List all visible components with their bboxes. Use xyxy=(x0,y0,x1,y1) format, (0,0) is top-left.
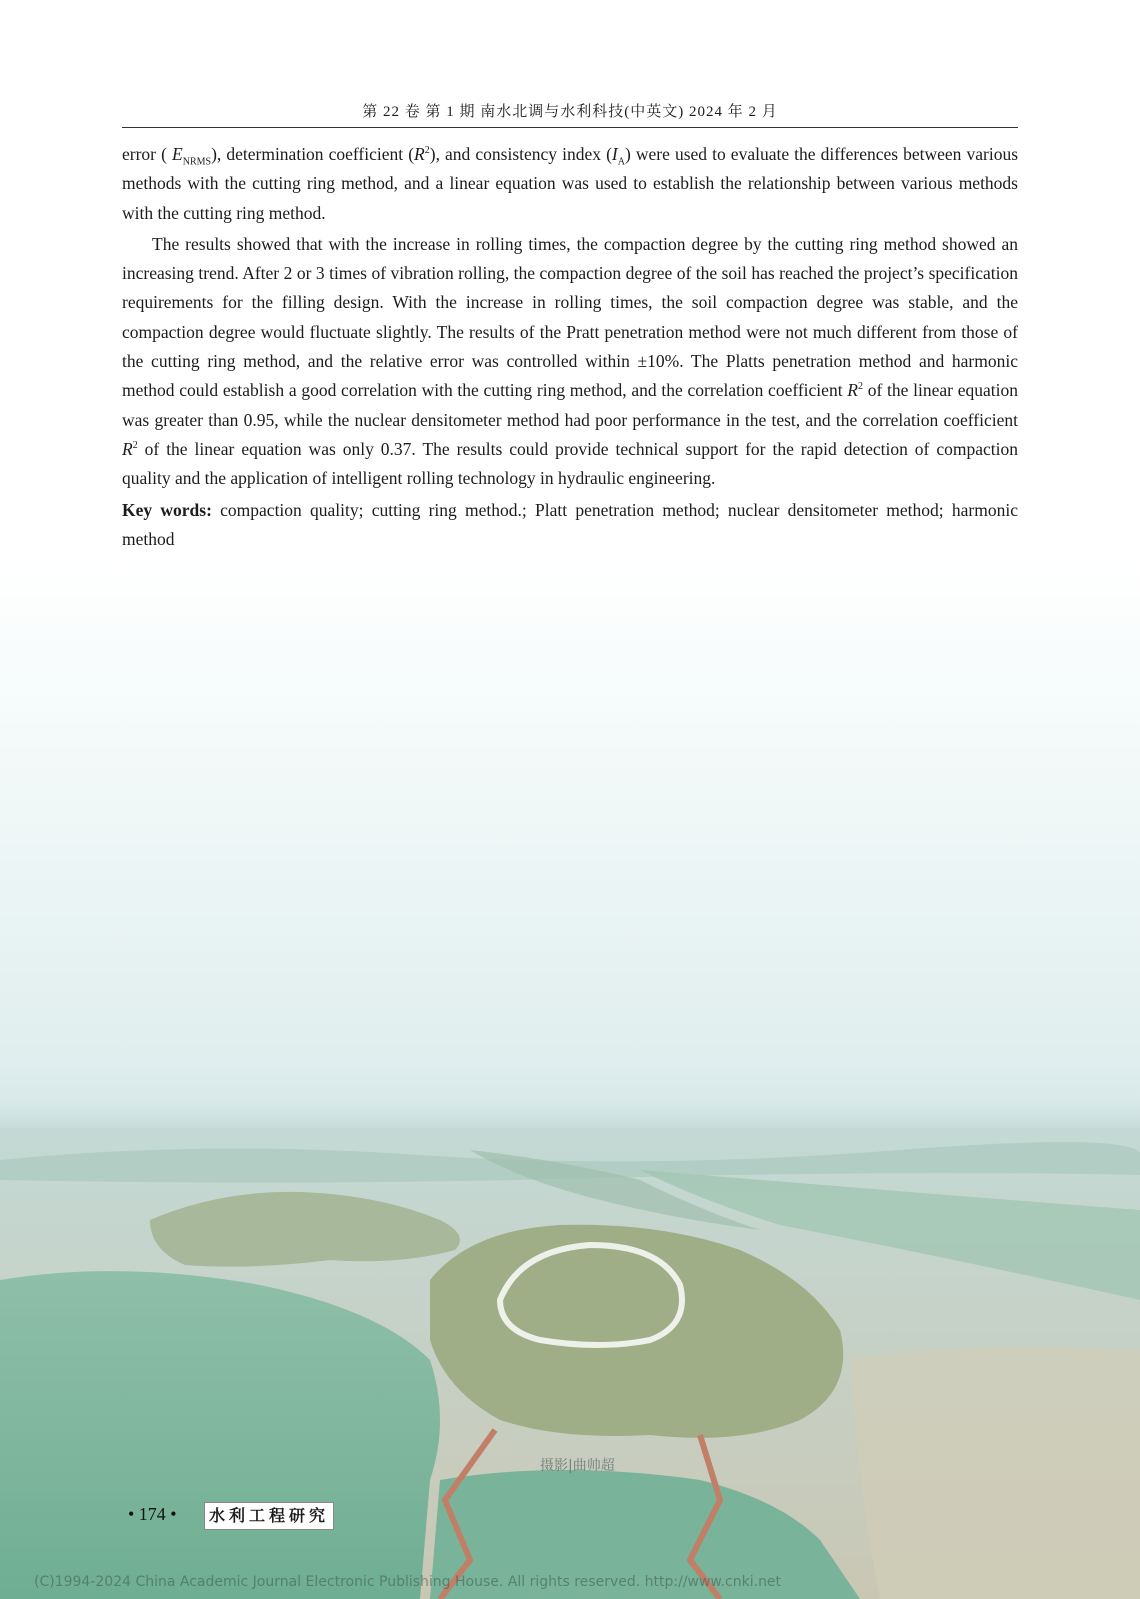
superscript-2: 2 xyxy=(424,145,430,157)
text-run: of the linear equation was greater than 0.95, while the nuclear densitometer method had poor performance in the test, and the correlation coefficient xyxy=(122,380,1018,430)
page-number: • 174 • xyxy=(128,1504,177,1524)
keywords-text: compaction quality; cutting ring method.; Platt penetration method; nuclear densitometer method; harmonic method xyxy=(122,499,1018,549)
symbol-r: R xyxy=(414,144,425,164)
abstract-body xyxy=(122,140,1018,556)
superscript-2: 2 xyxy=(132,440,138,452)
symbol-r: R xyxy=(847,380,858,401)
journal-name-badge: 水利工程研究 xyxy=(204,1502,334,1530)
running-header: 第 22 卷 第 1 期 南水北调与水利科技(中英文) 2024 年 2 月 xyxy=(362,104,778,120)
superscript-2: 2 xyxy=(858,381,863,393)
subscript-nrms: NRMS xyxy=(182,156,212,168)
text-run: error ( xyxy=(122,144,167,164)
subscript-a: A xyxy=(617,156,625,168)
abstract-paragraph-2 xyxy=(122,230,1018,494)
keywords-label: Key words: xyxy=(122,499,212,520)
photo-credit: 摄影|曲帅超 xyxy=(540,1458,615,1474)
text-run: The results showed that with the increase in rolling times, the compaction degree by the cutting ring method showed an increasing trend. After 2 or 3 times of vibration rolling, the compaction degree of the soil has reached the project’s specification requirements for the filling design. With the increase in rolling times, the soil compaction degree was stable, and the compaction degree would fluctuate slightly. The results of the Pratt penetration method were not much different from those of the cutting ring method, and the relative error was controlled within ±10%. The Platts penetration method and harmonic method could establish a good correlation with the cutting ring method, and the correlation coefficient xyxy=(122,233,1018,401)
text-run: ), determination coefficient ( xyxy=(211,144,415,164)
text-run: of the linear equation was only 0.37. The results could provide technical support for the rapid detection of compaction quality and the application of intelligent rolling technology in hydraulic engineering. xyxy=(122,438,1018,489)
text-run: ), and consistency index ( xyxy=(429,144,612,164)
text-run: ) were used to evaluate the differences between various methods with the cutting ring method, and a linear equation was used to establish the relationship between various methods with the cutting ring method. xyxy=(122,144,1019,223)
symbol-e: E xyxy=(172,144,183,164)
copyright-line: (C)1994-2024 China Academic Journal Electronic Publishing House. All rights reserved. http://www.cnki.net xyxy=(34,1574,782,1590)
keywords xyxy=(122,496,1018,555)
header-rule xyxy=(122,127,1018,128)
abstract-paragraph-1 xyxy=(122,140,1018,228)
symbol-i: I xyxy=(611,144,618,164)
symbol-r: R xyxy=(122,438,133,459)
